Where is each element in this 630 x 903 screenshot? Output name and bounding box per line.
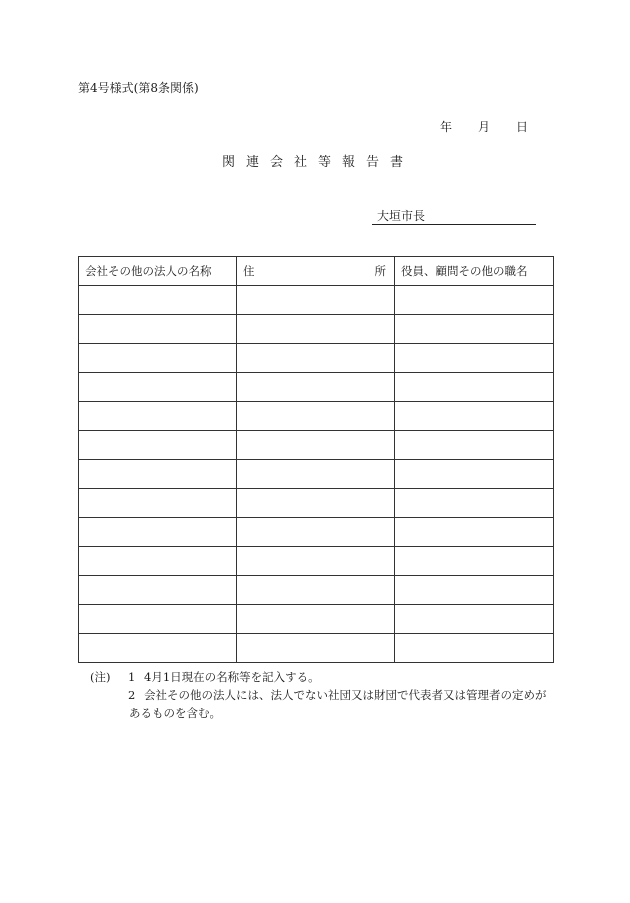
company-name-cell[interactable] xyxy=(79,315,237,344)
document-title: 関連会社等報告書 xyxy=(222,155,415,170)
position-cell[interactable] xyxy=(395,634,554,663)
address-cell[interactable] xyxy=(237,286,395,315)
table-row xyxy=(79,344,554,373)
company-name-cell[interactable] xyxy=(79,373,237,402)
table-row xyxy=(79,518,554,547)
position-cell[interactable] xyxy=(395,373,554,402)
company-name-cell[interactable] xyxy=(79,344,237,373)
column-header-address xyxy=(237,257,395,286)
form-number: 第4号様式(第8条関係) xyxy=(78,81,199,95)
table-row xyxy=(79,373,554,402)
company-name-cell[interactable] xyxy=(79,431,237,460)
address-cell[interactable] xyxy=(237,518,395,547)
table-row xyxy=(79,489,554,518)
note-text: 4月1日現在の名称等を記入する。 xyxy=(144,670,320,684)
table-row xyxy=(79,431,554,460)
notes xyxy=(90,668,547,722)
address-cell[interactable] xyxy=(237,315,395,344)
note-number: 1 xyxy=(128,670,136,684)
address-cell[interactable] xyxy=(237,547,395,576)
table-row xyxy=(79,605,554,634)
address-cell[interactable] xyxy=(237,489,395,518)
table-row xyxy=(79,286,554,315)
company-name-cell[interactable] xyxy=(79,489,237,518)
date-month-label: 月 xyxy=(478,120,491,134)
date-line xyxy=(440,119,528,135)
table-row xyxy=(79,460,554,489)
company-name-cell[interactable] xyxy=(79,402,237,431)
recipient-line: 大垣市長 xyxy=(372,208,536,225)
table-header-row xyxy=(79,257,554,286)
company-name-cell[interactable] xyxy=(79,518,237,547)
table-row xyxy=(79,315,554,344)
position-cell[interactable] xyxy=(395,576,554,605)
table-row xyxy=(79,576,554,605)
note-continuation: あるものを含む。 xyxy=(129,706,221,720)
column-header-address-left: 住 xyxy=(243,264,255,278)
position-cell[interactable] xyxy=(395,489,554,518)
position-cell[interactable] xyxy=(395,431,554,460)
company-name-cell[interactable] xyxy=(79,547,237,576)
position-cell[interactable] xyxy=(395,518,554,547)
address-cell[interactable] xyxy=(237,460,395,489)
date-year-label: 年 xyxy=(440,120,453,134)
note-indent xyxy=(90,686,128,704)
column-header-position: 役員、顧問その他の職名 xyxy=(395,257,554,286)
company-name-cell[interactable] xyxy=(79,576,237,605)
address-cell[interactable] xyxy=(237,605,395,634)
company-name-cell[interactable] xyxy=(79,634,237,663)
address-cell[interactable] xyxy=(237,344,395,373)
address-cell[interactable] xyxy=(237,402,395,431)
position-cell[interactable] xyxy=(395,315,554,344)
note-number: 2 xyxy=(128,688,136,702)
position-cell[interactable] xyxy=(395,547,554,576)
address-cell[interactable] xyxy=(237,431,395,460)
position-cell[interactable] xyxy=(395,286,554,315)
note-item xyxy=(90,686,547,704)
address-cell[interactable] xyxy=(237,373,395,402)
address-cell[interactable] xyxy=(237,576,395,605)
position-cell[interactable] xyxy=(395,344,554,373)
company-name-cell[interactable] xyxy=(79,286,237,315)
position-cell[interactable] xyxy=(395,402,554,431)
column-header-address-right: 所 xyxy=(374,264,386,278)
report-table xyxy=(78,256,554,663)
table-row xyxy=(79,402,554,431)
table-body xyxy=(79,286,554,663)
table-row xyxy=(79,547,554,576)
company-name-cell[interactable] xyxy=(79,460,237,489)
note-prefix: (注) xyxy=(90,670,111,684)
table-row xyxy=(79,634,554,663)
date-day-label: 日 xyxy=(516,120,529,134)
position-cell[interactable] xyxy=(395,605,554,634)
note-item xyxy=(90,668,547,686)
column-header-company-name: 会社その他の法人の名称 xyxy=(79,257,237,286)
company-name-cell[interactable] xyxy=(79,605,237,634)
note-text: 会社その他の法人には、法人でない社団又は財団で代表者又は管理者の定めが xyxy=(144,688,547,702)
address-cell[interactable] xyxy=(237,634,395,663)
position-cell[interactable] xyxy=(395,460,554,489)
